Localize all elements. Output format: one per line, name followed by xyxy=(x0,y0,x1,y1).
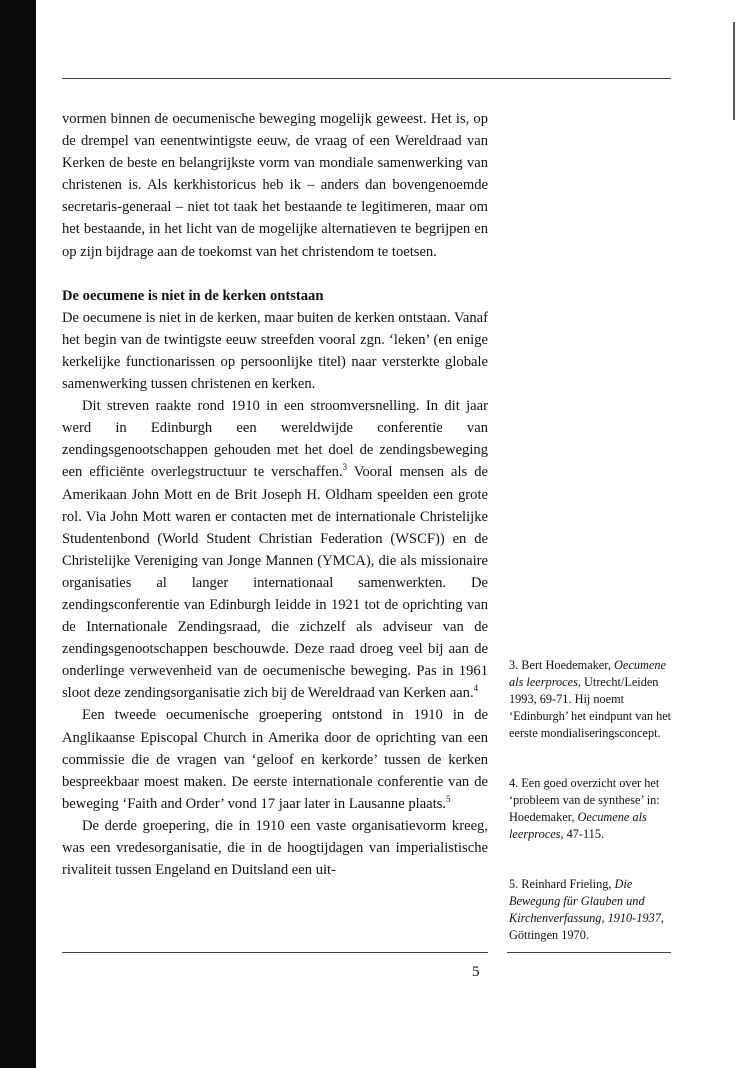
paragraph-intro: vormen binnen de oecumenische beweging mogelijk geweest. Het is, op de drempel van eenentwintigste eeuw, de vraag of een Wereldraad van Kerken de beste en belangrijkste vorm van mondiale samenwerking van christenen is. Als kerkhistoricus heb ik – anders dan bovengenoemde secretaris-generaal – niet tot taak het bestaande te legitimeren, maar om het bestaande, in het licht van de mogelijke alternatieven te begrijpen en op zijn bijdrage aan de toekomst van het christendom te toetsen. xyxy=(62,111,488,260)
scan-edge-bar xyxy=(0,0,36,1068)
main-text-column xyxy=(62,108,488,881)
paragraph-oecumene-origin: De oecumene is niet in de kerken, maar buiten de kerken ontstaan. Vanaf het begin van de twintigste eeuw streefden vooral zgn. ‘leken’ (en enige kerkelijke functionarissen op persoonlijke titel) naar versterkte globale samenwerking tussen christenen en kerken. xyxy=(62,309,488,393)
header-rule xyxy=(62,78,671,79)
paragraph-faith-and-order: Een tweede oecumenische groepering ontstond in 1910 in de Anglikaanse Episcopal Church in Amerika door de oprichting van een commissie die de vragen van ‘geloof en kerkorde’ tussen de kerken bespreekbaar moest maken. De eerste internationale conferentie van de beweging ‘Faith and Order’ vond 17 jaar later in Lausanne plaats.$^5$ xyxy=(62,707,488,812)
footer-rule-notes xyxy=(507,952,671,953)
footnote-ref-3[interactable]: 3 xyxy=(342,462,348,473)
footnote-ref-4[interactable]: 4 xyxy=(473,683,479,694)
paragraph-edinburgh: Dit streven raakte rond 1910 in een stroomversnelling. In dit jaar werd in Edinburgh een wereldwijde conferentie van zendingsgenootschappen gehouden met het doel de zendingsbeweging een efficiënte overlegstructuur te verschaffen.$^3$ Vooral mensen als de Amerikaan John Mott en de Brit Joseph H. Oldham speelden een grote rol. Via John Mott waren er contacten met de internationale Christelijke Studentenbond (World Student Christian Federation (WSCF)) en de Christelijke Vereniging van Jonge Mannen (YMCA), die als missionaire organisaties al langer internationaal samenwerkten. De zendingsconferentie van Edinburgh leidde in 1921 tot de oprichting van de Internationale Zendingsraad, die zichzelf als adviseur van de zendingsgenootschappen beschouwde. Deze raad droeg veel bij aan de onderlinge verwevenheid van de oecumenische beweging. Pas in 1961 sloot deze zendingsorganisatie zich bij de Wereldraad van Kerken aan.$^4$ xyxy=(62,398,488,702)
footer-rule-main xyxy=(62,952,488,953)
scan-edge-mark xyxy=(733,22,735,120)
footnote-3: 3. Bert Hoedemaker, Oecumene als leerproces, Utrecht/Leiden 1993, 69-71. Hij noemt ‘Edinburgh’ het eindpunt van het eerste mondialiseringsconcept. xyxy=(509,658,672,740)
paragraph-peace-organisation: De derde groepering, die in 1910 een vaste organisatievorm kreeg, was een vredesorganisatie, die in de hoogtijdagen van imperialistische rivaliteit tussen Engeland en Duitsland een uit- xyxy=(62,817,488,879)
footnote-ref-5[interactable]: 5 xyxy=(446,793,451,804)
footnote-4: 4. Een goed overzicht over het ‘probleem van de synthese’ in: Hoedemaker, Oecumene als leerproces, 47-115. xyxy=(509,776,660,841)
section-heading: De oecumene is niet in de kerken ontstaan xyxy=(62,287,324,304)
footnote-5: 5. Reinhard Frieling, Die Bewegung für Glauben und Kirchenverfassung, 1910-1937, Göttingen 1970. xyxy=(509,877,664,942)
page-number: 5 xyxy=(472,964,480,980)
